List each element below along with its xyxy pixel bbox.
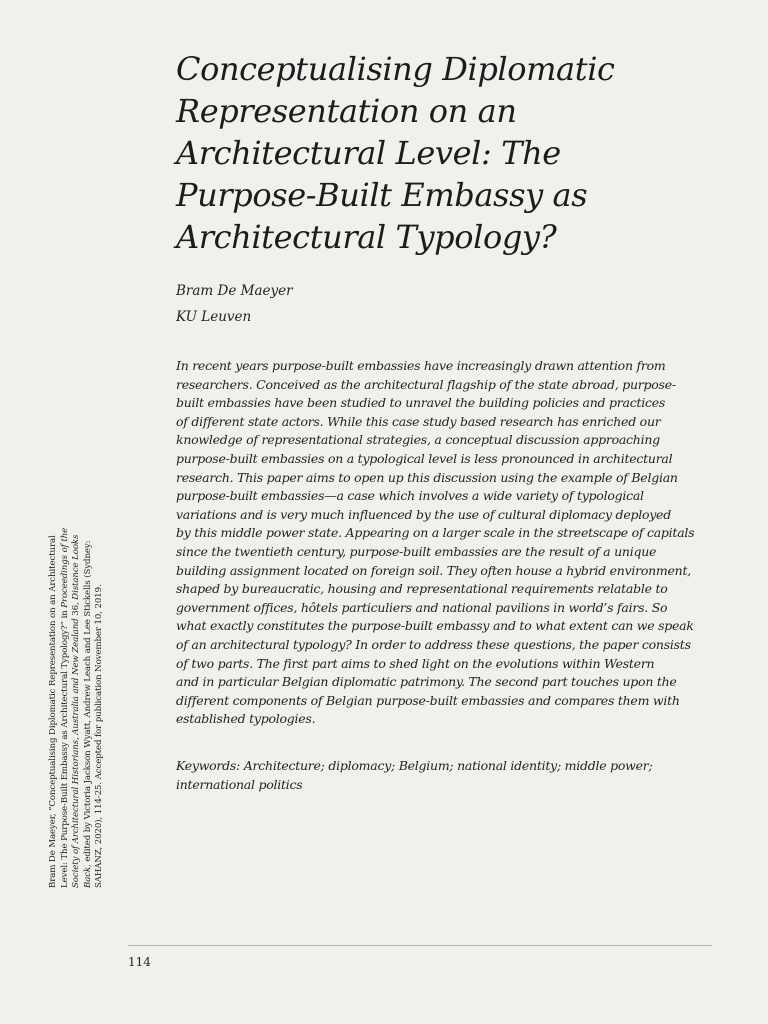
title-line: Representation on an [176,92,517,130]
abstract-line: and in particular Belgian diplomatic patrimony. The second part touches upon the [176,674,677,690]
citation-line: Society of Architectural Historians, Australia and New Zealand 36, Distance Looks [71,534,81,888]
page-number: 114 [128,955,151,969]
title-line: Architectural Typology? [176,218,557,256]
abstract-line: established typologies. [176,711,316,727]
citation-italic: Proceedings of the [59,527,70,608]
author-name: Bram De Maeyer [176,283,293,299]
abstract-line: by this middle power state. Appearing on a larger scale in the streetscape of capitals [176,525,695,541]
abstract [176,357,728,729]
abstract-line: building assignment located on foreign soil. They often house a hybrid environment, [176,562,691,578]
title-line: Architectural Level: The [176,134,561,172]
author-affiliation: KU Leuven [176,309,252,325]
abstract-line: built embassies have been studied to unravel the building policies and practices [176,395,666,411]
abstract-line: since the twentieth century, purpose-built embassies are the result of a unique [176,543,657,559]
abstract-line: different components of Belgian purpose-built embassies and compares them with [176,692,680,708]
footer-rule [128,945,712,946]
citation-line: Bram De Maeyer, “Conceptualising Diplomatic Representation on an Architectural [48,535,58,888]
abstract-line: variations and is very much influenced by the use of cultural diplomacy deployed [176,506,671,522]
citation-line: Back, edited by Victoria Jackson Wyatt, Andrew Leach and Lee Stickells (Sydney: [82,540,93,888]
abstract-line: government offices, hôtels particuliers and national pavilions in world’s fairs. So [176,599,668,615]
abstract-line: of an architectural typology? In order to address these questions, the paper consists [176,636,691,652]
citation-line: SAHANZ, 2020), 114-25. Accepted for publication November 10, 2019. [94,584,104,888]
title-line: Conceptualising Diplomatic [176,50,615,88]
abstract-line: researchers. Conceived as the architectural flagship of the state abroad, purpose- [176,376,676,392]
paper-title [176,48,736,258]
abstract-line: what exactly constitutes the purpose-built embassy and to what extent can we speak [176,618,694,634]
abstract-line: In recent years purpose-built embassies have increasingly drawn attention from [176,358,666,373]
abstract-line: knowledge of representational strategies, a conceptual discussion approaching [176,432,660,448]
keywords-line: Keywords: Architecture; diplomacy; Belgium; national identity; middle power; [176,758,653,773]
citation-sidebar [48,468,106,888]
citation-italic: Society of Architectural Historians, Australia and New Zealand [71,618,81,888]
abstract-line: shaped by bureaucratic, housing and representational requirements relatable to [176,581,668,597]
keywords [176,757,728,794]
title-line: Purpose-Built Embassy as [176,176,588,214]
abstract-line: research. This paper aims to open up this discussion using the example of Belgian [176,469,678,485]
abstract-line: of two parts. The first part aims to shed light on the evolutions within Western [176,655,655,671]
keywords-line: international politics [176,776,303,792]
citation-italic: Back [82,866,93,888]
abstract-line: of different state actors. While this case study based research has enriched our [176,413,661,429]
abstract-line: purpose-built embassies on a typological level is less pronounced in architectural [176,450,673,466]
citation-italic: Distance Looks [71,534,81,600]
abstract-line: purpose-built embassies—a case which involves a wide variety of typological [176,488,644,504]
citation-line: Level: The Purpose-Built Embassy as Architectural Typology?” in Proceedings of the [59,527,70,888]
